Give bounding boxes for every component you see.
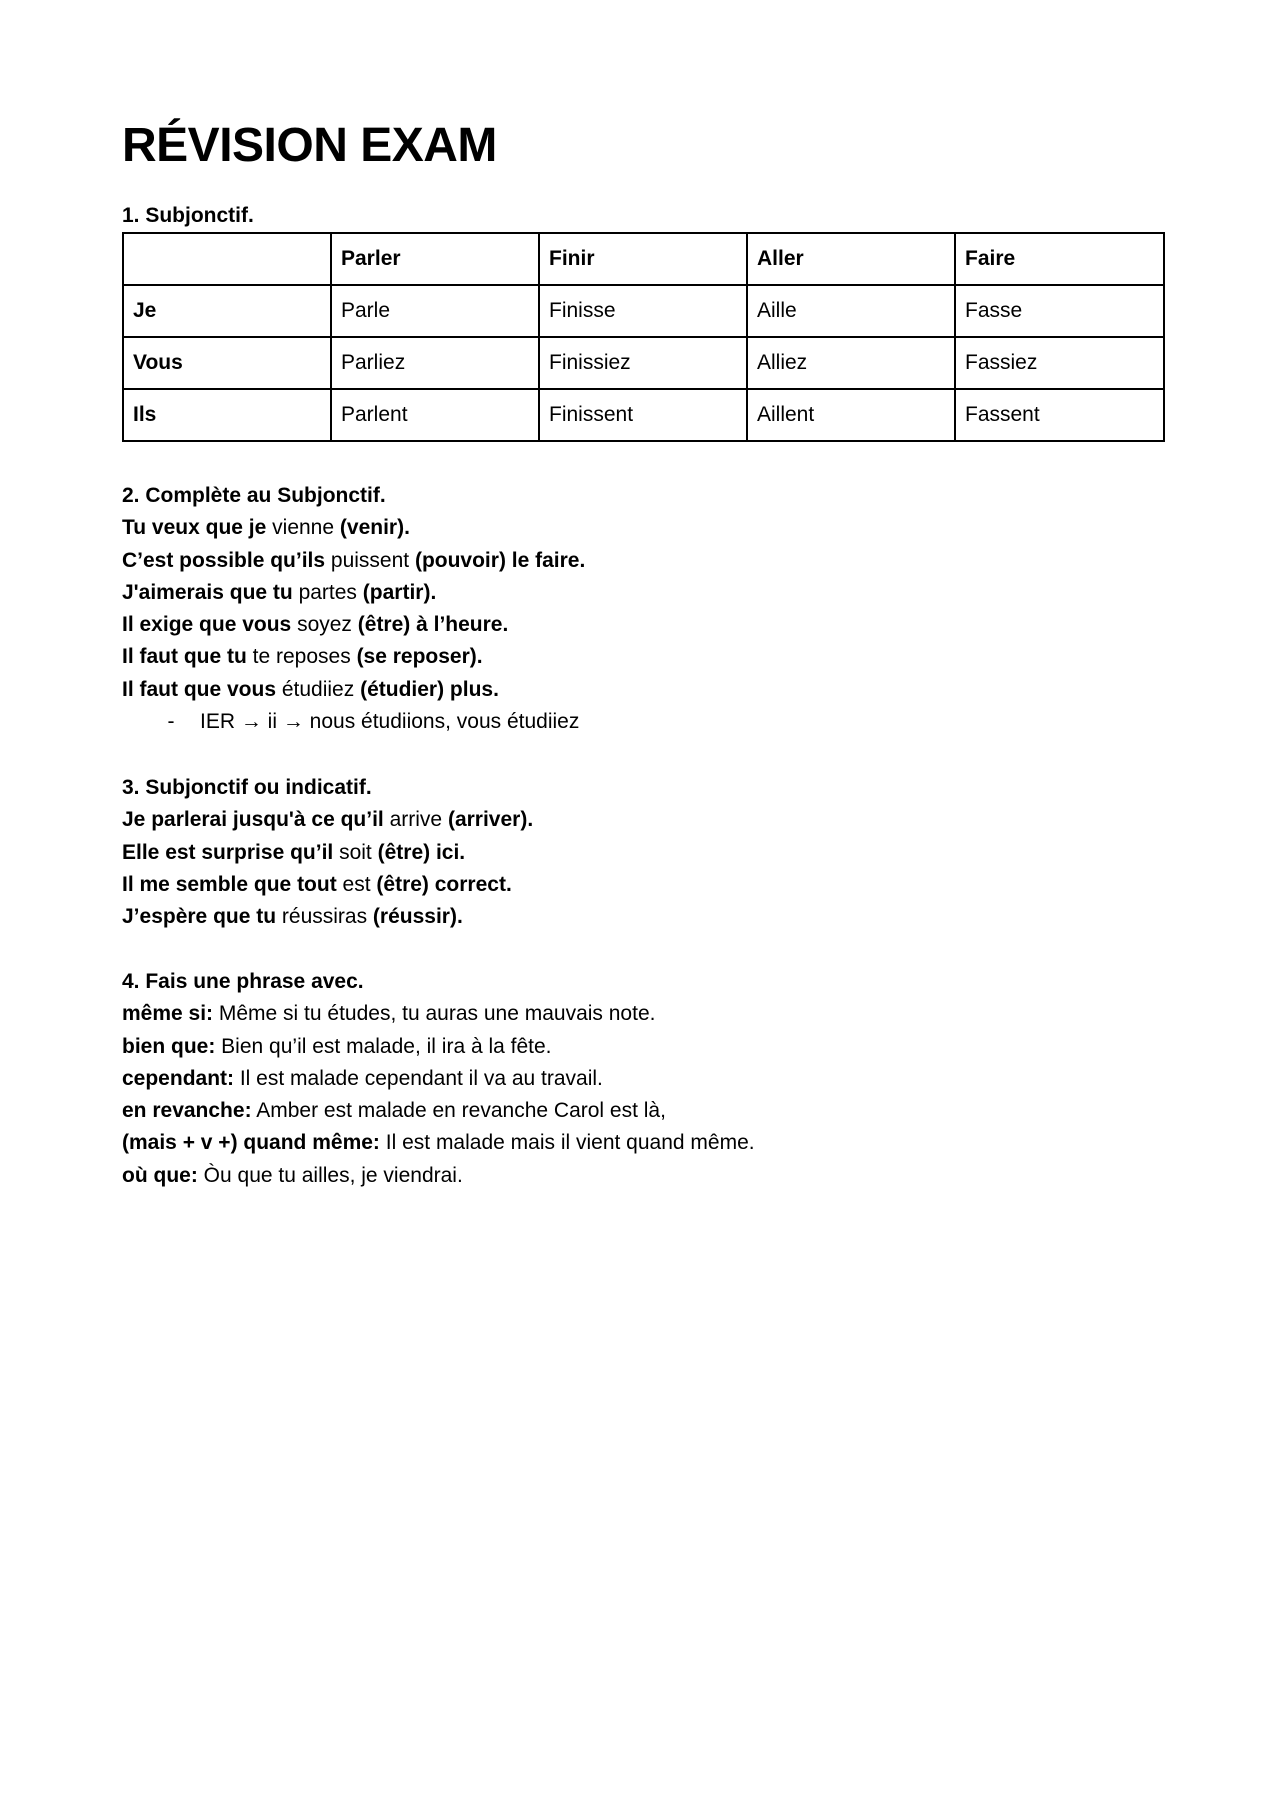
prompt-text: (réussir). <box>372 905 463 929</box>
exercise-line <box>122 804 533 836</box>
table-cell: Fassent <box>955 389 1164 441</box>
section-4 <box>122 966 755 1192</box>
phrase-term: en revanche: <box>122 1099 252 1123</box>
prompt-text: (étudier) plus. <box>360 677 499 701</box>
prompt-text: (arriver). <box>447 808 534 832</box>
prompt-text: Il faut que tu <box>122 645 247 669</box>
exercise-line <box>122 641 585 673</box>
exercise-line <box>122 512 585 544</box>
phrase-line <box>122 1160 755 1192</box>
phrase-line <box>122 1127 755 1159</box>
answer-text: vienne <box>266 516 340 540</box>
prompt-text: (se reposer). <box>356 645 483 669</box>
table-row <box>123 285 1164 337</box>
section-4-heading: 4. Fais une phrase avec. <box>122 970 364 993</box>
phrase-line <box>122 1095 755 1127</box>
phrase-line <box>122 1063 755 1095</box>
phrase-line <box>122 1031 755 1063</box>
exercise-line <box>122 869 533 901</box>
table-cell: Finissent <box>539 389 747 441</box>
table-row <box>123 337 1164 389</box>
prompt-text: (être) à l’heure. <box>357 613 509 637</box>
prompt-text: (partir). <box>362 580 437 604</box>
phrase-term: (mais + v +) quand même: <box>122 1131 380 1155</box>
exercise-line <box>122 577 585 609</box>
table-header-cell: Parler <box>331 233 539 285</box>
section-3 <box>122 772 533 933</box>
page-title: RÉVISION EXAM <box>122 119 497 172</box>
prompt-text: (être) correct. <box>376 872 512 896</box>
phrase-term: même si: <box>122 1002 214 1026</box>
table-header-cell: Aller <box>747 233 955 285</box>
phrase-term: bien que: <box>122 1034 216 1058</box>
prompt-text: (être) ici. <box>377 840 466 864</box>
prompt-text: J'aimerais que tu <box>122 580 293 604</box>
table-row <box>123 389 1164 441</box>
section-1-heading: 1. Subjonctif. <box>122 204 254 227</box>
table-cell: Alliez <box>747 337 955 389</box>
exercise-line <box>122 901 533 933</box>
table-cell: Aille <box>747 285 955 337</box>
table-cell: Aillent <box>747 389 955 441</box>
section-2 <box>122 480 585 738</box>
prompt-text: Il faut que vous <box>122 677 277 701</box>
phrase-line <box>122 998 755 1030</box>
conjugation-table <box>122 232 1165 442</box>
bullet-dash: - <box>167 710 175 734</box>
phrase-text: Amber est malade en revanche Carol est là, <box>251 1099 666 1123</box>
prompt-text: Il me semble que tout <box>122 872 337 896</box>
table-header-cell: Finir <box>539 233 747 285</box>
prompt-text: Elle est surprise qu’il <box>122 840 334 864</box>
table-header-cell <box>123 233 331 285</box>
exercise-line <box>122 674 585 706</box>
section-2-heading: 2. Complète au Subjonctif. <box>122 484 386 507</box>
phrase-text: Il est malade mais il vient quand même. <box>379 1131 755 1155</box>
prompt-text: Tu veux que je <box>122 516 267 540</box>
prompt-text: Je parlerai jusqu'à ce qu’il <box>122 808 384 832</box>
phrase-term: où que: <box>122 1163 198 1187</box>
table-header-row <box>123 233 1164 285</box>
answer-text: puissent <box>325 548 415 572</box>
table-row-label: Vous <box>123 337 331 389</box>
bullet-text: IER → ii → nous étudiions, vous étudiiez <box>200 710 580 734</box>
answer-text: arrive <box>383 808 448 832</box>
exercise-line <box>122 545 585 577</box>
prompt-text: (venir). <box>339 516 410 540</box>
answer-text: soit <box>333 840 378 864</box>
answer-text: réussiras <box>276 905 373 929</box>
phrase-text: Même si tu études, tu auras une mauvais note. <box>213 1002 656 1026</box>
prompt-text: (pouvoir) le faire. <box>414 548 586 572</box>
table-cell: Fassiez <box>955 337 1164 389</box>
answer-text: soyez <box>291 613 358 637</box>
exercise-line <box>122 609 585 641</box>
prompt-text: C’est possible qu’ils <box>122 548 326 572</box>
exercise-line <box>122 837 533 869</box>
table-cell: Parlent <box>331 389 539 441</box>
table-cell: Parle <box>331 285 539 337</box>
table-cell: Finisse <box>539 285 747 337</box>
bullet-note <box>122 706 585 738</box>
phrase-text: Bien qu’il est malade, il ira à la fête. <box>215 1034 552 1058</box>
prompt-text: Il exige que vous <box>122 613 292 637</box>
answer-text: te reposes <box>246 645 357 669</box>
section-3-heading: 3. Subjonctif ou indicatif. <box>122 776 372 799</box>
phrase-text: Il est malade cependant il va au travail. <box>234 1066 603 1090</box>
table-cell: Parliez <box>331 337 539 389</box>
table-cell: Finissiez <box>539 337 747 389</box>
prompt-text: J’espère que tu <box>122 905 277 929</box>
table-cell: Fasse <box>955 285 1164 337</box>
phrase-text: Òu que tu ailles, je viendrai. <box>197 1163 463 1187</box>
table-header-cell: Faire <box>955 233 1164 285</box>
table-row-label: Je <box>123 285 331 337</box>
answer-text: est <box>336 872 377 896</box>
answer-text: partes <box>292 580 363 604</box>
phrase-term: cependant: <box>122 1066 235 1090</box>
table-row-label: Ils <box>123 389 331 441</box>
answer-text: étudiiez <box>276 677 361 701</box>
